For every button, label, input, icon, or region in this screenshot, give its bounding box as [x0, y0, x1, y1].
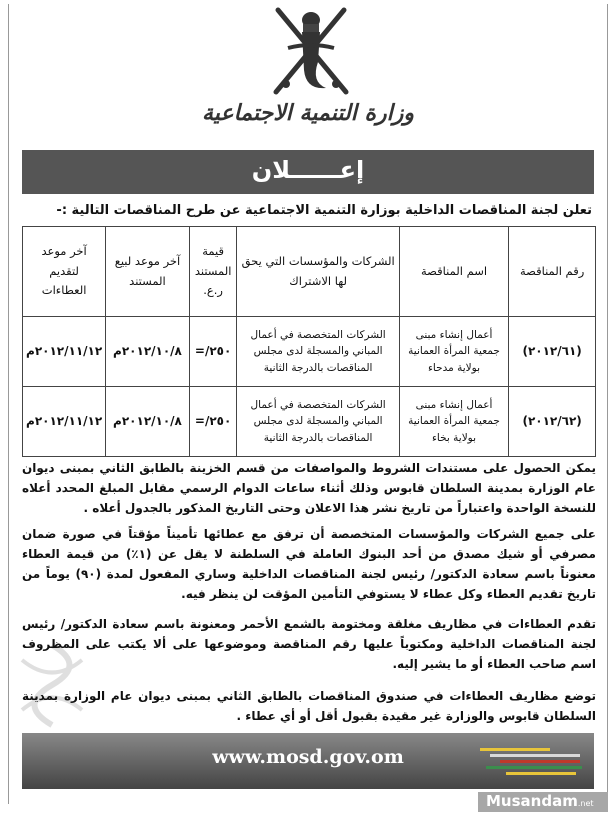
intro-text: تعلن لجنة المناقصات الداخلية بوزارة التنمية الاجتماعية عن طرح المناقصات التالية :-	[56, 203, 592, 218]
table-row	[23, 317, 596, 387]
paragraph-envelopes: تقدم العطاءات في مظاريف مغلقة ومختومة بالشمع الأحمر ومعنونة باسم سعادة الدكتور/ رئيس لجنة المناقصات الداخلية ومكتوباً عليها رقم المناقصة وموضوعها على ألا يكتب على المظروف اسم صاحب العطاء أو ما يشير إليه.	[22, 617, 596, 671]
musandam-watermark	[478, 792, 608, 812]
cell-eligible: الشركات المتخصصة في أعمال المباني والمسجلة لدى مجلس المناقصات بالدرجة الثانية	[237, 387, 399, 457]
cell-tender-name: أعمال إنشاء مبنى جمعية المرأة العمانية بولاية مدحاء	[399, 317, 508, 387]
header-doc-value: قيمة المستند ر.ع.	[189, 227, 237, 317]
paragraph-guarantee: على جميع الشركات والمؤسسات المتخصصة أن ترفق مع عطائها تأميناً مؤقتاً في صورة ضمان مصرفي أو شيك مصدق من أحد البنوك العاملة في السلطنة لا يقل عن (١٪) من قيمة العطاء معنوناً باسم سعادة الدكتور/ رئيس لجنة المناقصات الداخلية وساري المفعول لمدة (٩٠) يوماً من تاريخ تقديم العطاء وكل عطاء لا يستوفي التأمين المؤقت لن ينظر فيه.	[22, 527, 596, 601]
cell-last-sale: ٢٠١٢/١٠/٨م	[106, 317, 190, 387]
cell-last-submit: ٢٠١٢/١١/١٢م	[23, 387, 106, 457]
paragraph-documents: يمكن الحصول على مستندات الشروط والمواصفات من قسم الخزينة بالطابق الثاني بمبنى ديوان عام الوزارة بمدينة السلطان قابوس وذلك أثناء ساعات الدوام الرسمي مقابل المبلغ المحدد أعلاه للنسخة الواحدة واعتباراً من تاريخ نشر هذا الاعلان وحتى التاريخ المذكور بالجدول أعلاه .	[22, 461, 596, 515]
title-bar	[22, 150, 594, 194]
header-tender-no: رقم المناقصة	[509, 227, 596, 317]
cell-tender-no: (٢٠١٢/٦١)	[509, 317, 596, 387]
watermark-brand: Musandam	[486, 792, 578, 810]
cell-tender-name: أعمال إنشاء مبنى جمعية المرأة العمانية بولاية بخاء	[399, 387, 508, 457]
decorative-stripes-icon	[476, 742, 596, 782]
ministry-website[interactable]: www.mosd.gov.om	[212, 746, 404, 768]
watermark-suffix: .net	[577, 799, 594, 808]
cell-tender-no: (٢٠١٢/٦٢)	[509, 387, 596, 457]
cell-doc-value: ٢٥٠/=	[189, 387, 237, 457]
tenders-table	[22, 226, 596, 457]
oman-emblem-icon	[266, 4, 356, 96]
cell-eligible: الشركات المتخصصة في أعمال المباني والمسجلة لدى مجلس المناقصات بالدرجة الثانية	[237, 317, 399, 387]
ministry-name: وزارة التنمية الاجتماعية	[202, 100, 414, 126]
header-last-submit: آخر موعد لتقديم العطاءات	[23, 227, 106, 317]
header-eligible: الشركات والمؤسسات التي يحق لها الاشتراك	[237, 227, 399, 317]
cell-last-submit: ٢٠١٢/١١/١٢م	[23, 317, 106, 387]
cell-doc-value: ٢٥٠/=	[189, 317, 237, 387]
header-last-sale: آخر موعد لبيع المستند	[106, 227, 190, 317]
announcement-title: إعــــــلان	[251, 156, 365, 184]
table-row	[23, 387, 596, 457]
table-header-row	[23, 227, 596, 317]
cell-last-sale: ٢٠١٢/١٠/٨م	[106, 387, 190, 457]
header-tender-name: اسم المناقصة	[399, 227, 508, 317]
paragraph-tender-box: توضع مظاريف العطاءات في صندوق المناقصات بالطابق الثاني بمبنى ديوان عام الوزارة بمدينة السلطان قابوس والوزارة غير مقيدة بقبول أقل أو أي عطاء .	[22, 689, 596, 723]
